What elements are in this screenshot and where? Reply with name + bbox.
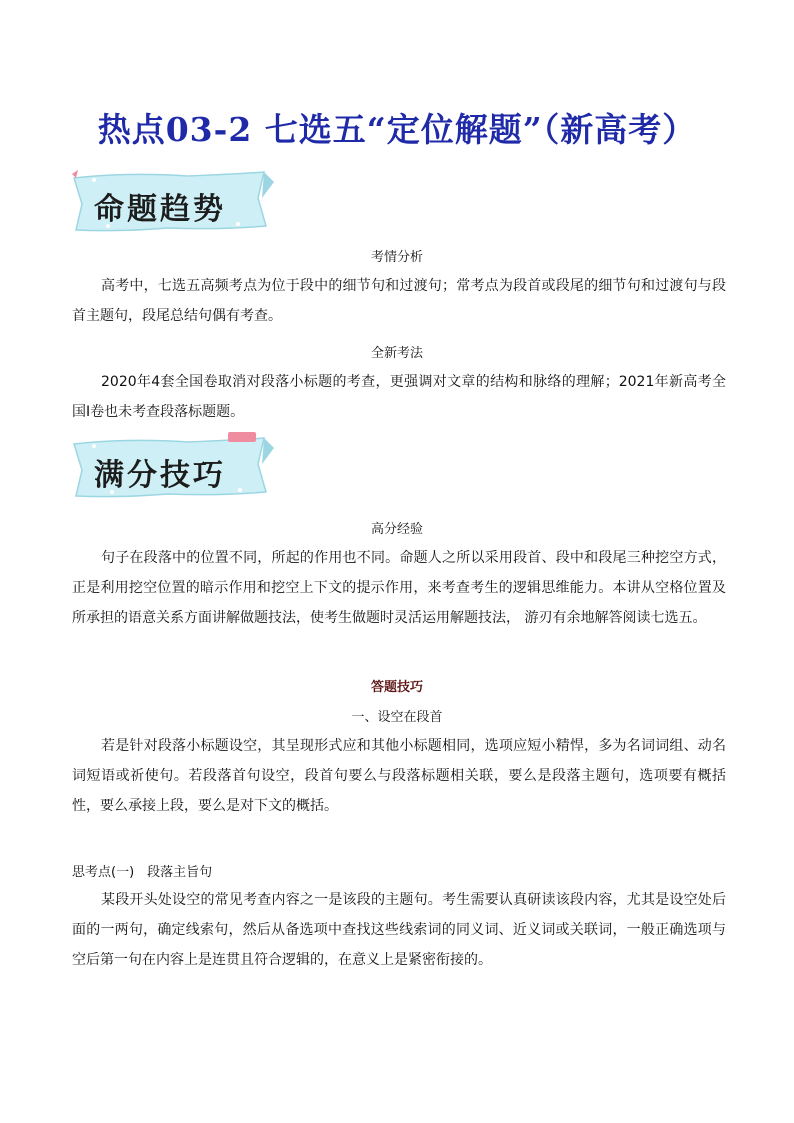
heading-answer-skills: 答题技巧 (370, 680, 423, 695)
subheading-blank-at-start: 一、设空在段首 (351, 710, 443, 725)
banner-trend (68, 168, 274, 240)
label-thinking-point-1: 思考点(一) 段落主旨句 (72, 865, 213, 880)
banner-trend-label: 命题趋势 (94, 192, 226, 227)
paragraph-exam-analysis: 高考中，七选五高频考点为位于段中的细节句和过渡句；常考点为段首或段尾的细节句和过渡句与段首主题句，段尾总结句偶有考查。 (72, 278, 726, 324)
paragraph-high-score: 句子在段落中的位置不同，所起的作用也不同。命题人之所以采用段首、段中和段尾三种挖空方式，正是利用挖空位置的暗示作用和挖空上下文的提示作用，来考查考生的逻辑思维能力。本讲从空格位置及所承担的语意关系方面讲解做题技法，使考生做题时灵活运用解题技法， 游刃有余地解答阅读七选五。 (72, 550, 726, 626)
paragraph-topic-sentence: 某段开头处设空的常见考查内容之一是该段的主题句。考生需要认真研读该段内容，尤其是设空处后面的一两句，确定线索句，然后从备选项中查找这些线索词的同义词、近义词或关联词，一般正确选项与空后第一句在内容上是连贯且符合逻辑的，在意义上是紧密衔接的。 (72, 892, 726, 968)
heading-new-method: 全新考法 (370, 346, 423, 361)
heading-high-score: 高分经验 (370, 522, 423, 537)
banner-skills (68, 432, 274, 504)
heading-exam-analysis: 考情分析 (370, 250, 423, 265)
page-title: 热点03-2 七选五“定位解题”（新高考） (97, 110, 697, 149)
paragraph-blank-at-start: 若是针对段落小标题设空，其呈现形式应和其他小标题相同，选项应短小精悍，多为名词词组、动名词短语或祈使句。若段落首句设空，段首句要么与段落标题相关联，要么是段落主题句，选项要有概括性，要么承接上段，要么是对下文的概括。 (72, 738, 726, 814)
paragraph-new-method: 2020年4套全国卷取消对段落小标题的考查，更强调对文章的结构和脉络的理解；2021年新高考全国Ⅰ卷也未考查段落标题题。 (72, 374, 726, 420)
banner-skills-label: 满分技巧 (94, 458, 226, 493)
